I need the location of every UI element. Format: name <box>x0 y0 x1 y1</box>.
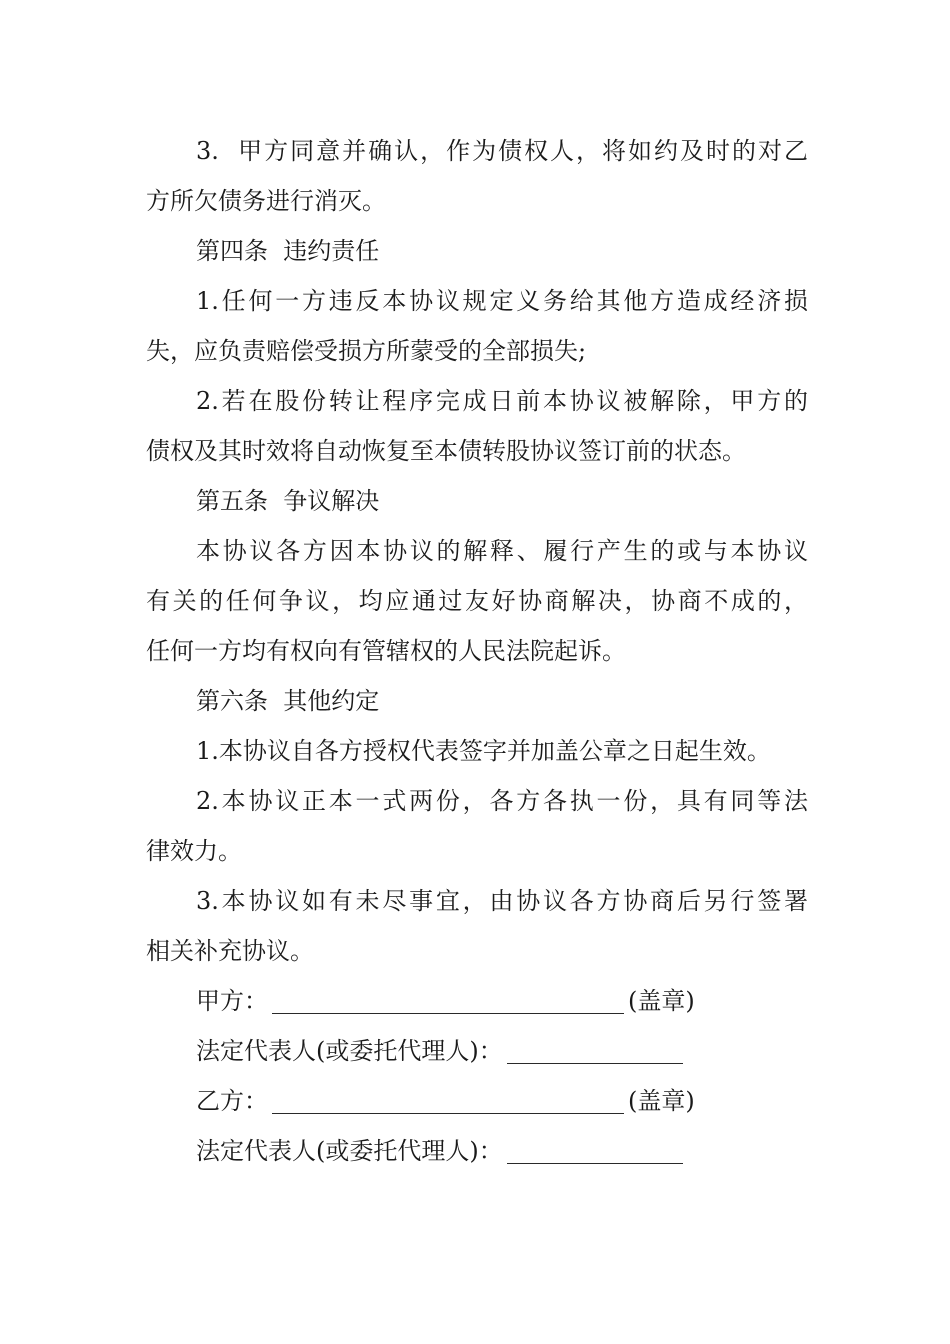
article-4-heading: 第四条 违约责任 <box>196 237 380 265</box>
article-6-item-3-line-2: 相关补充协议。 <box>146 937 314 965</box>
party-a-label: 甲方： <box>196 987 268 1015</box>
article-4-item-2-line-2: 债权及其时效将自动恢复至本债转股协议签订前的状态。 <box>146 437 746 465</box>
document-body <box>146 126 808 1176</box>
party-b-representative-field <box>507 1131 683 1164</box>
article-5-body-line-1: 本协议各方因本协议的解释、履行产生的或与本协议 <box>196 537 808 565</box>
party-b-seal-label: (盖章) <box>628 1087 695 1115</box>
article-5-body-line-3: 任何一方均有权向有管辖权的人民法院起诉。 <box>146 637 626 665</box>
article-5-heading: 第五条 争议解决 <box>196 487 380 515</box>
party-b-representative-label: 法定代表人(或委托代理人)： <box>196 1137 503 1165</box>
party-a-signature-row <box>146 976 808 1026</box>
article-5-body-line-2: 有关的任何争议，均应通过友好协商解决，协商不成的， <box>146 587 808 615</box>
party-b-signature-row <box>146 1076 808 1126</box>
article-6-item-1: 1.本协议自各方授权代表签字并加盖公章之日起生效。 <box>196 737 771 765</box>
article-6-item-2-line-2: 律效力。 <box>146 837 242 865</box>
article-4-item-2-line-1: 2.若在股份转让程序完成日前本协议被解除，甲方的 <box>196 387 808 415</box>
party-a-representative-label: 法定代表人(或委托代理人)： <box>196 1037 503 1065</box>
clause-3-line-1: 3. 甲方同意并确认，作为债权人，将如约及时的对乙 <box>196 137 808 165</box>
article-4-item-1-line-1: 1.任何一方违反本协议规定义务给其他方造成经济损 <box>196 287 808 315</box>
party-b-signature-field <box>272 1081 624 1114</box>
party-a-signature-field <box>272 981 624 1014</box>
article-6-heading: 第六条 其他约定 <box>196 687 380 715</box>
party-b-label: 乙方： <box>196 1087 268 1115</box>
party-a-seal-label: (盖章) <box>628 987 695 1015</box>
article-6-item-3-line-1: 3.本协议如有未尽事宜，由协议各方协商后另行签署 <box>196 887 808 915</box>
article-6-item-2-line-1: 2.本协议正本一式两份，各方各执一份，具有同等法 <box>196 787 808 815</box>
party-b-representative-row <box>146 1126 808 1176</box>
clause-3-line-2: 方所欠债务进行消灭。 <box>146 187 386 215</box>
party-a-representative-row <box>146 1026 808 1076</box>
article-4-item-1-line-2: 失，应负责赔偿受损方所蒙受的全部损失; <box>146 337 587 365</box>
party-a-representative-field <box>507 1031 683 1064</box>
